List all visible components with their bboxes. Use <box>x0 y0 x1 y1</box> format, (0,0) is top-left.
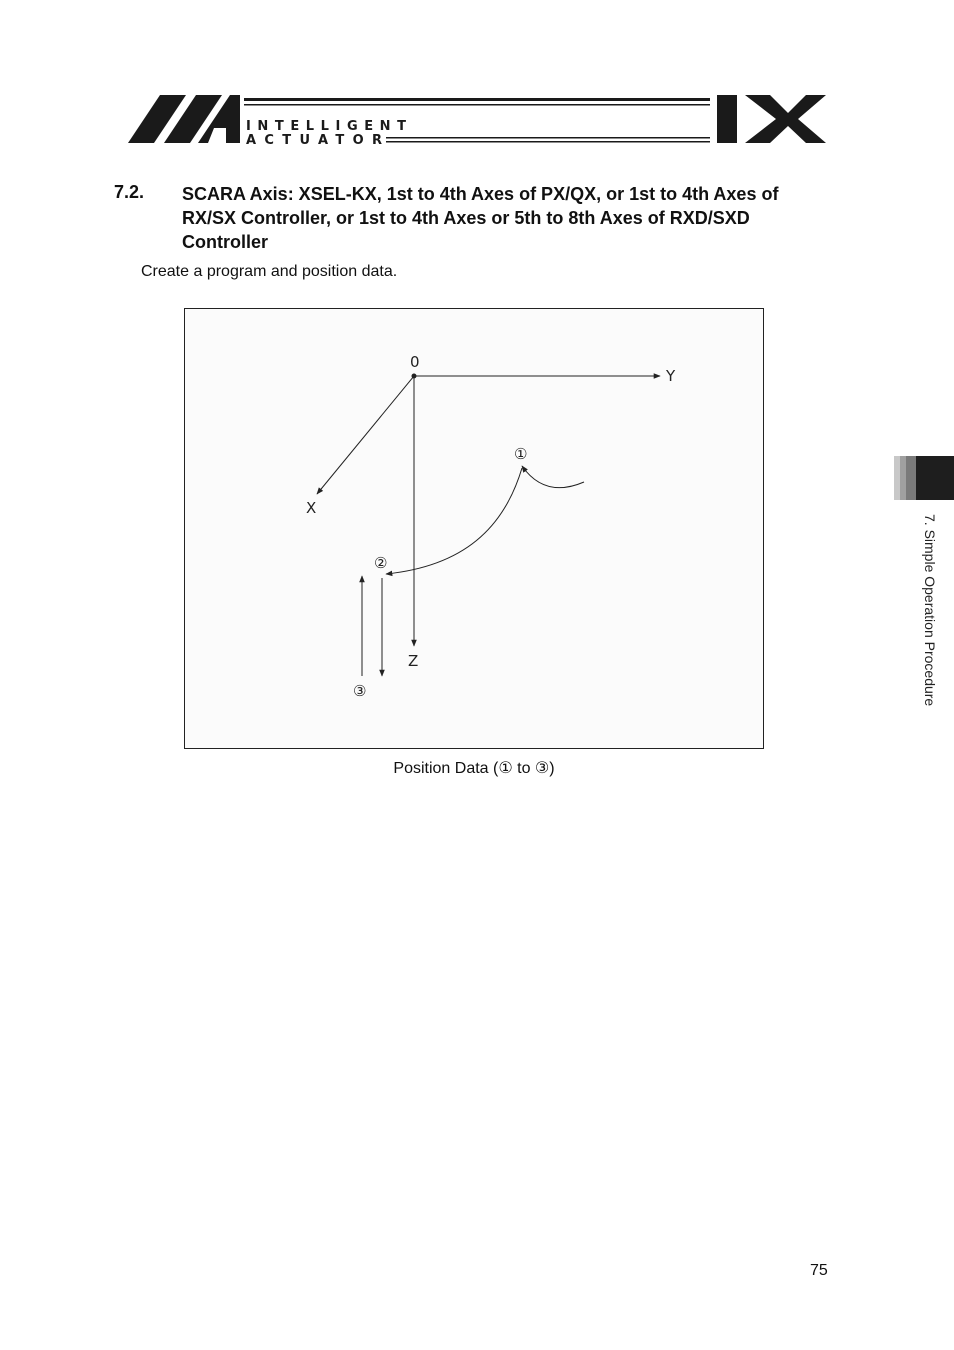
position-diagram <box>184 308 764 749</box>
z-axis-label: Z <box>408 652 419 670</box>
section-title: SCARA Axis: XSEL-KX, 1st to 4th Axes of PX/QX, or 1st to 4th Axes of RX/SX Controller, or 1st to 4th Axes or 5th to 8th Axes of RXD/SXD Controller <box>182 184 779 252</box>
figure-caption: Position Data (① to ③) <box>393 760 555 777</box>
point-1-label: ① <box>514 445 528 463</box>
x-axis-label: X <box>306 499 317 517</box>
y-axis-label: Y <box>666 367 676 385</box>
origin-label: 0 <box>410 353 420 371</box>
point-2-label: ② <box>374 554 388 572</box>
point-3-label: ③ <box>353 682 367 700</box>
chapter-tab-label: 7. Simple Operation Procedure <box>922 514 938 707</box>
chapter-tab <box>894 456 954 500</box>
logo-line1: INTELLIGENT <box>246 119 406 134</box>
page-number: 75 <box>810 1262 828 1279</box>
x-axis-arrow <box>317 376 414 494</box>
logo-line2: ACTUATOR <box>246 133 382 148</box>
approach-curve <box>522 466 584 488</box>
intelligent-actuator-logo <box>120 90 830 150</box>
intro-text: Create a program and position data. <box>141 263 398 280</box>
arc-path <box>386 468 522 574</box>
section-number: 7.2. <box>114 182 145 202</box>
